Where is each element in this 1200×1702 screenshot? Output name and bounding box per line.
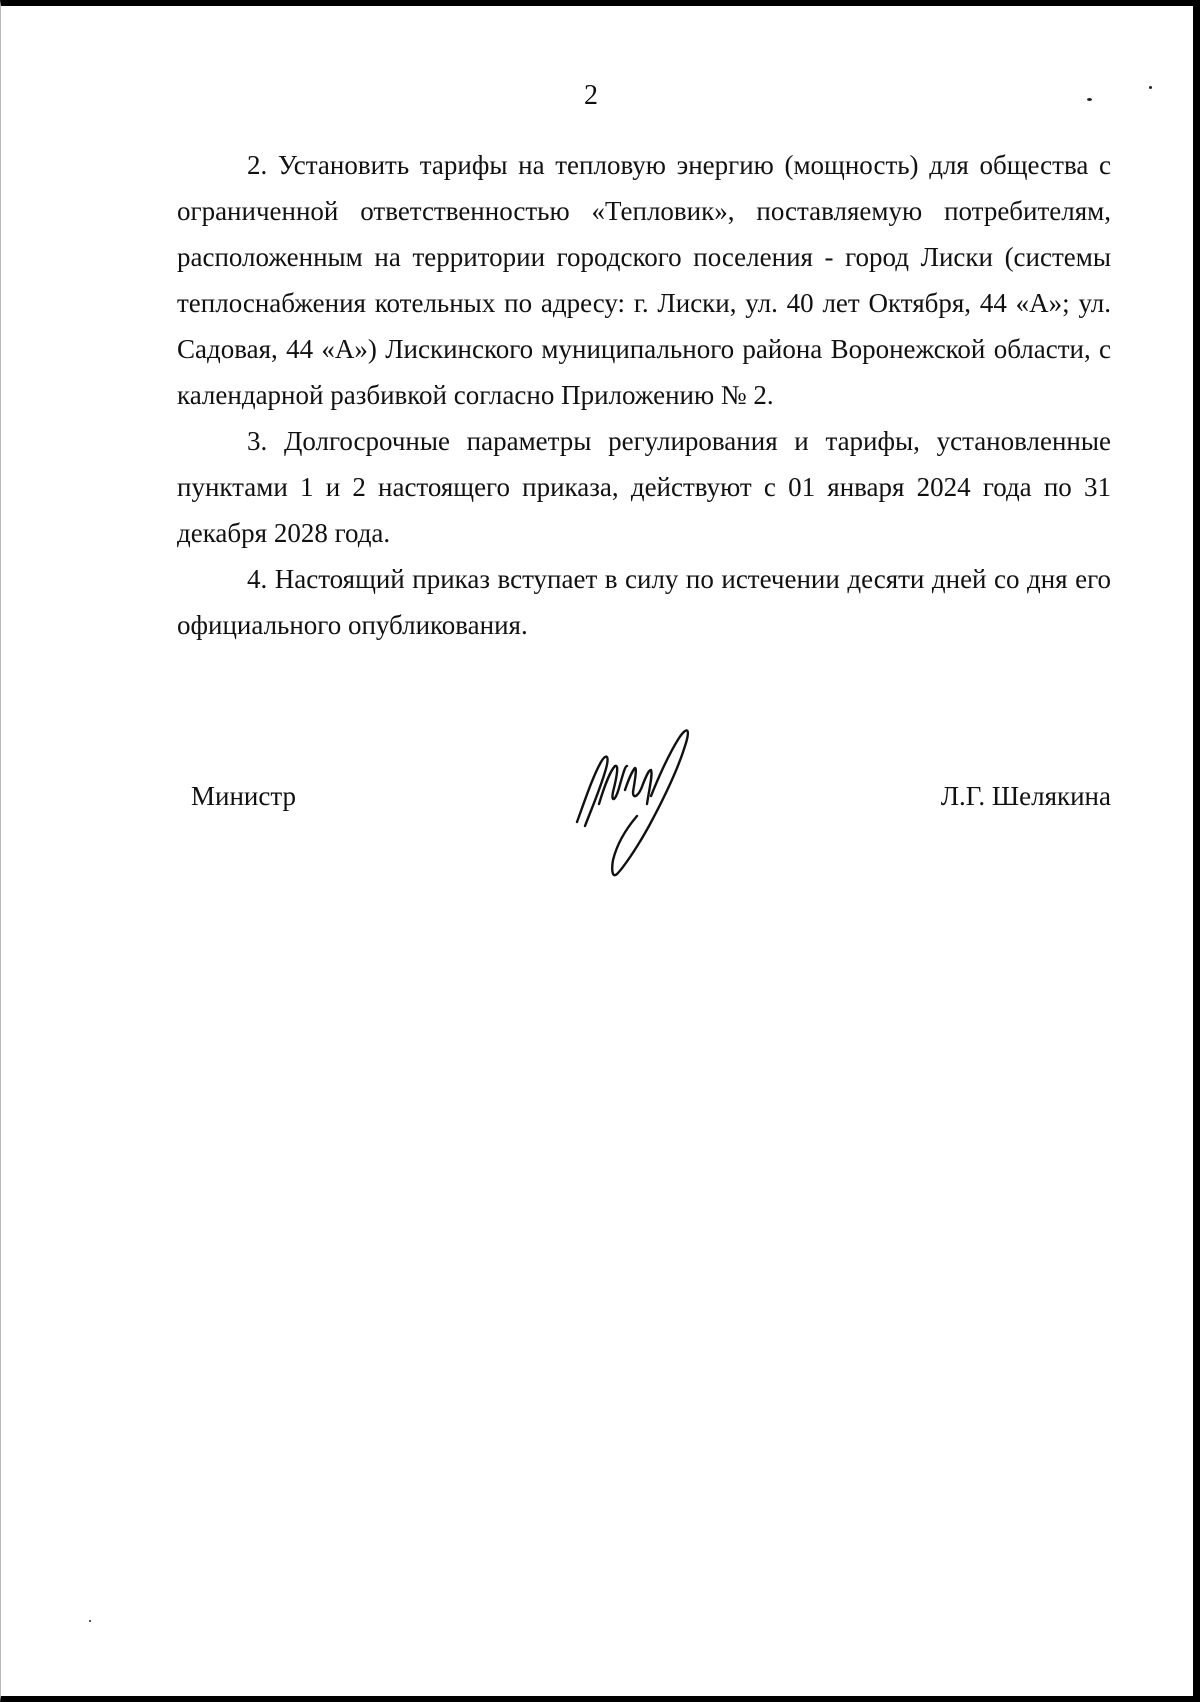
scan-speck xyxy=(1149,86,1152,89)
signer-name: Л.Г. Шелякина xyxy=(940,781,1111,811)
scan-speck xyxy=(89,1620,91,1622)
paragraph-item-4: 4. Настоящий приказ вступает в силу по истечении десяти дней со дня его официального опубликования. xyxy=(177,564,1111,640)
signature-block xyxy=(177,726,1111,886)
signer-title: Министр xyxy=(191,781,296,811)
handwritten-signature xyxy=(555,718,705,878)
paragraph-item-2: 2. Установить тарифы на тепловую энергию (мощность) для общества с ограниченной ответственностью «Тепловик», поставляемую потребителям, расположенным на территории городского поселения - город Лиски (системы теплоснабжения котельных по адресу: г. Лиски, ул. 40 лет Октября, 44 «А»; ул. Садовая, 44 «А») Лискинского муниципального района Воронежской области, с календарной разбивкой согласно Приложению № 2. xyxy=(177,150,1111,410)
scan-speck xyxy=(1087,98,1092,101)
page-number: 2 xyxy=(584,80,598,111)
document-body xyxy=(177,142,1111,648)
paragraph-item-3: 3. Долгосрочные параметры регулирования и тарифы, установленные пунктами 1 и 2 настоящего приказа, действуют с 01 января 2024 года по 31 декабря 2028 года. xyxy=(177,426,1111,548)
